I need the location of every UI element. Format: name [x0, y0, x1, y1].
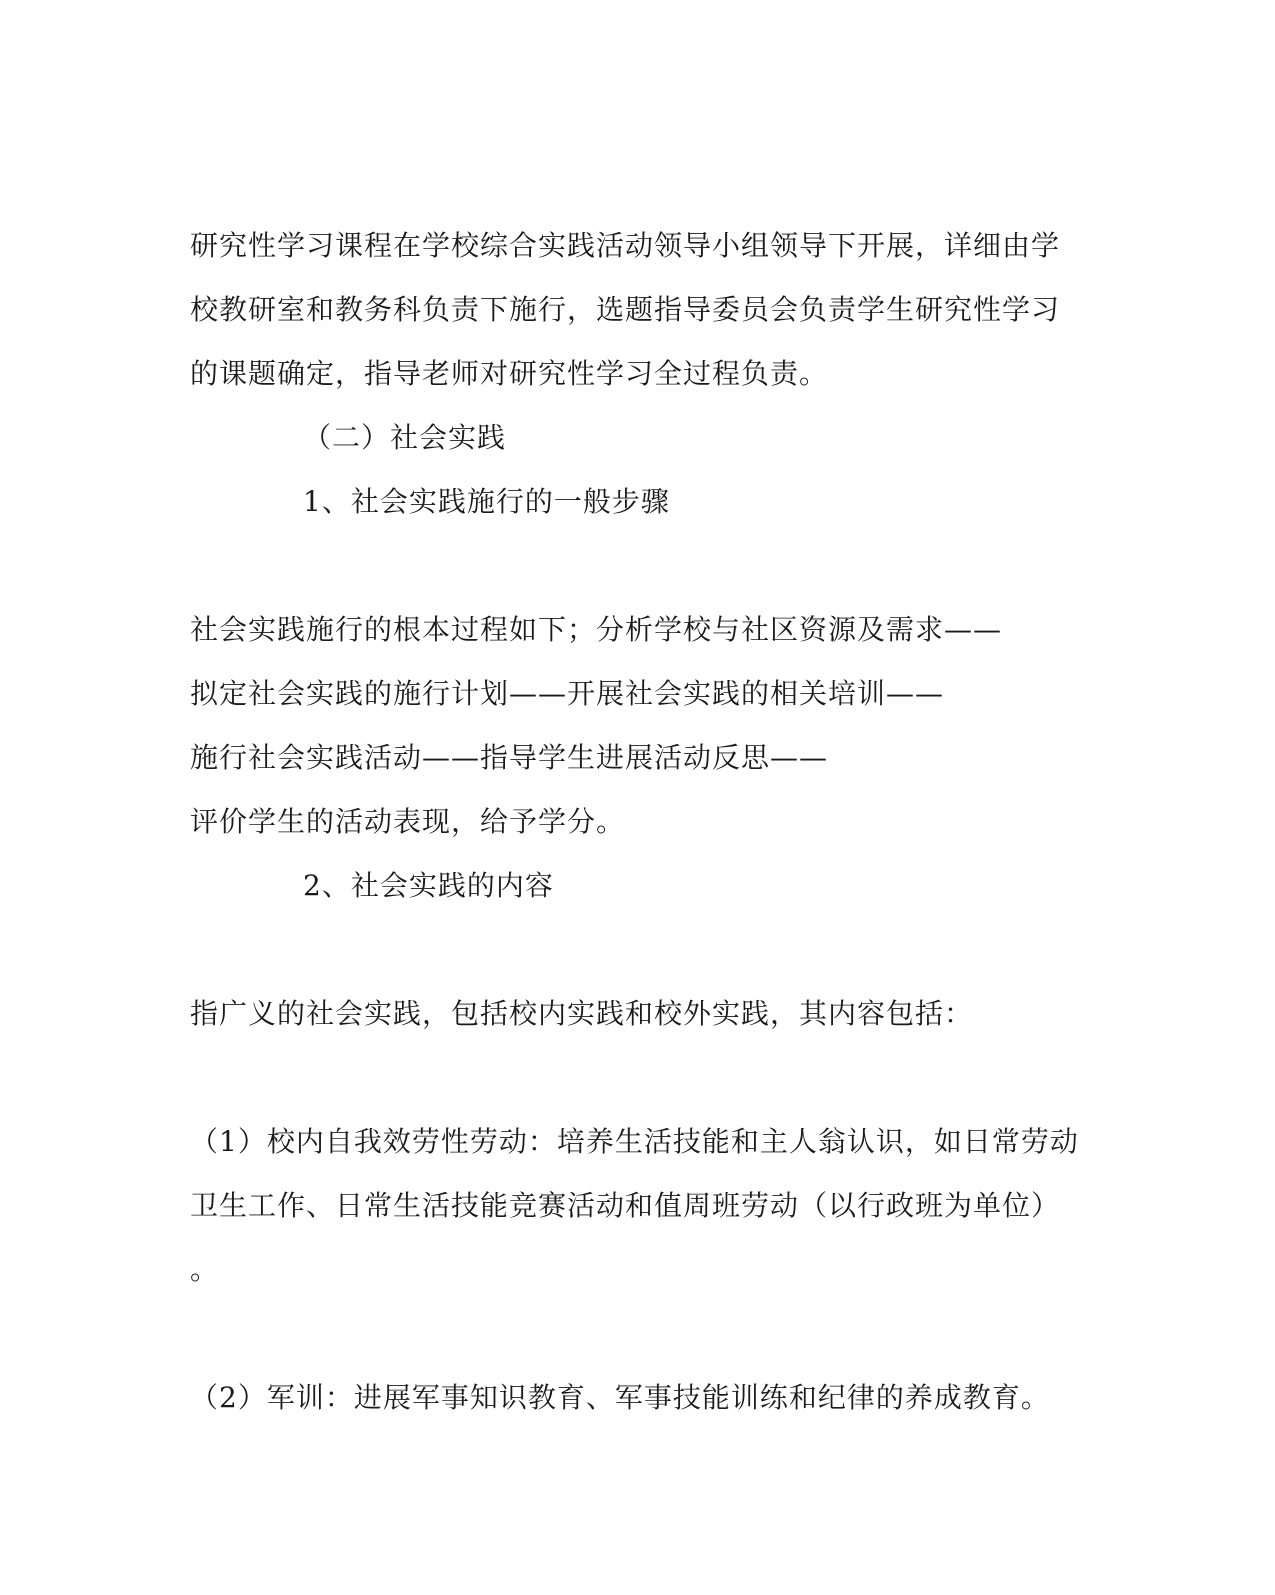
list-item-line: （2）军训：进展军事知识教育、军事技能训练和纪律的养成教育。 [190, 1381, 1050, 1414]
subsection-heading: 1、社会实践施行的一般步骤 [303, 485, 670, 518]
paragraph-line: 评价学生的活动表现，给予学分。 [190, 805, 626, 838]
paragraph-line: 校教研室和教务科负责下施行，选题指导委员会负责学生研究性学习 [190, 293, 1061, 326]
list-item-line: 卫生工作、日常生活技能竞赛活动和值周班劳动（以行政班为单位） [190, 1189, 1061, 1222]
paragraph-line: 的课题确定，指导老师对研究性学习全过程负责。 [190, 357, 829, 390]
list-item-line: （1）校内自我效劳性劳动：培养生活技能和主人翁认识，如日常劳动 [190, 1125, 1079, 1158]
paragraph-line: 指广义的社会实践，包括校内实践和校外实践，其内容包括： [190, 997, 974, 1030]
list-item-line: 。 [190, 1253, 220, 1286]
paragraph-line: 社会实践施行的根本过程如下；分析学校与社区资源及需求—— [190, 613, 1003, 646]
paragraph-line: 拟定社会实践的施行计划——开展社会实践的相关培训—— [190, 677, 945, 710]
paragraph-line: 施行社会实践活动——指导学生进展活动反思—— [190, 741, 829, 774]
subsection-heading: 2、社会实践的内容 [303, 869, 554, 902]
paragraph-line: 研究性学习课程在学校综合实践活动领导小组领导下开展，详细由学 [190, 229, 1061, 262]
section-heading: （二）社会实践 [303, 421, 507, 454]
